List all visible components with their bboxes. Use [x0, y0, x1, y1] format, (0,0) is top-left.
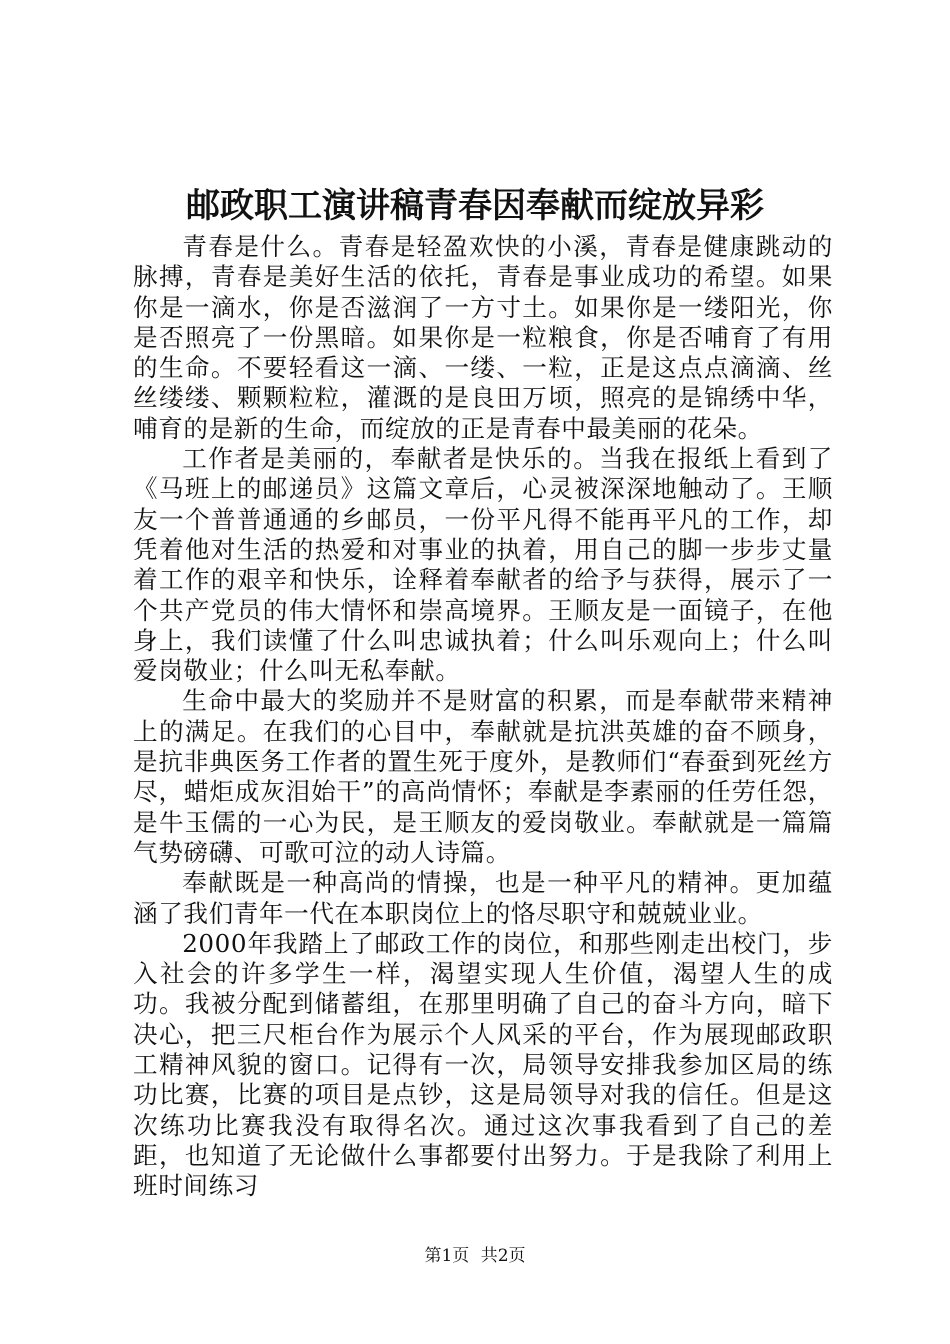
paragraph-2: 工作者是美丽的，奉献者是快乐的。当我在报纸上看到了《马班上的邮递员》这篇文章后，心灵被深深地触动了。王顺友一个普普通通的乡邮员，一份平凡得不能再平凡的工作，却凭着他对生活的热爱和对事业的执着，用自己的脚一步步丈量着工作的艰辛和快乐，诠释着奉献者的给予与获得，展示了一个共产党员的伟大情怀和崇高境界。王顺友是一面镜子，在他身上，我们读懂了什么叫忠诚执着；什么叫乐观向上；什么叫爱岗敬业；什么叫无私奉献。: [133, 444, 833, 686]
page-footer: [0, 1245, 950, 1267]
document-body: [133, 232, 833, 1202]
paragraph-5: 2000年我踏上了邮政工作的岗位，和那些刚走出校门，步入社会的许多学生一样，渴望实现人生价值，渴望人生的成功。我被分配到储蓄组，在那里明确了自己的奋斗方向，暗下决心，把三尺柜台作为展示个人风采的平台，作为展现邮政职工精神风貌的窗口。记得有一次，局领导安排我参加区局的练功比赛，比赛的项目是点钞，这是局领导对我的信任。但是这次练功比赛我没有取得名次。通过这次事我看到了自己的差距，也知道了无论做什么事都要付出努力。于是我除了利用上班时间练习: [133, 928, 833, 1201]
page-total: 共2页: [480, 1246, 526, 1266]
paragraph-4: 奉献既是一种高尚的情操，也是一种平凡的精神。更加蕴涵了我们青年一代在本职岗位上的恪尽职守和兢兢业业。: [133, 868, 833, 928]
paragraph-3: 生命中最大的奖励并不是财富的积累，而是奉献带来精神上的满足。在我们的心目中，奉献就是抗洪英雄的奋不顾身，是抗非典医务工作者的置生死于度外，是教师们“春蚕到死丝方尽，蜡炬成灰泪始干”的高尚情怀；奉献是李素丽的任劳任怨，是牛玉儒的一心为民，是王顺友的爱岗敬业。奉献就是一篇篇气势磅礴、可歌可泣的动人诗篇。: [133, 686, 833, 867]
page-number: 第1页: [424, 1246, 470, 1266]
paragraph-1: 青春是什么。青春是轻盈欢快的小溪，青春是健康跳动的脉搏，青春是美好生活的依托，青春是事业成功的希望。如果你是一滴水，你是否滋润了一方寸土。如果你是一缕阳光，你是否照亮了一份黑暗。如果你是一粒粮食，你是否哺育了有用的生命。不要轻看这一滴、一缕、一粒，正是这点点滴滴、丝丝缕缕、颗颗粒粒，灌溉的是良田万顷，照亮的是锦绣中华，哺育的是新的生命，而绽放的正是青春中最美丽的花朵。: [133, 232, 833, 443]
document-title: 邮政职工演讲稿青春因奉献而绽放异彩: [186, 186, 764, 226]
